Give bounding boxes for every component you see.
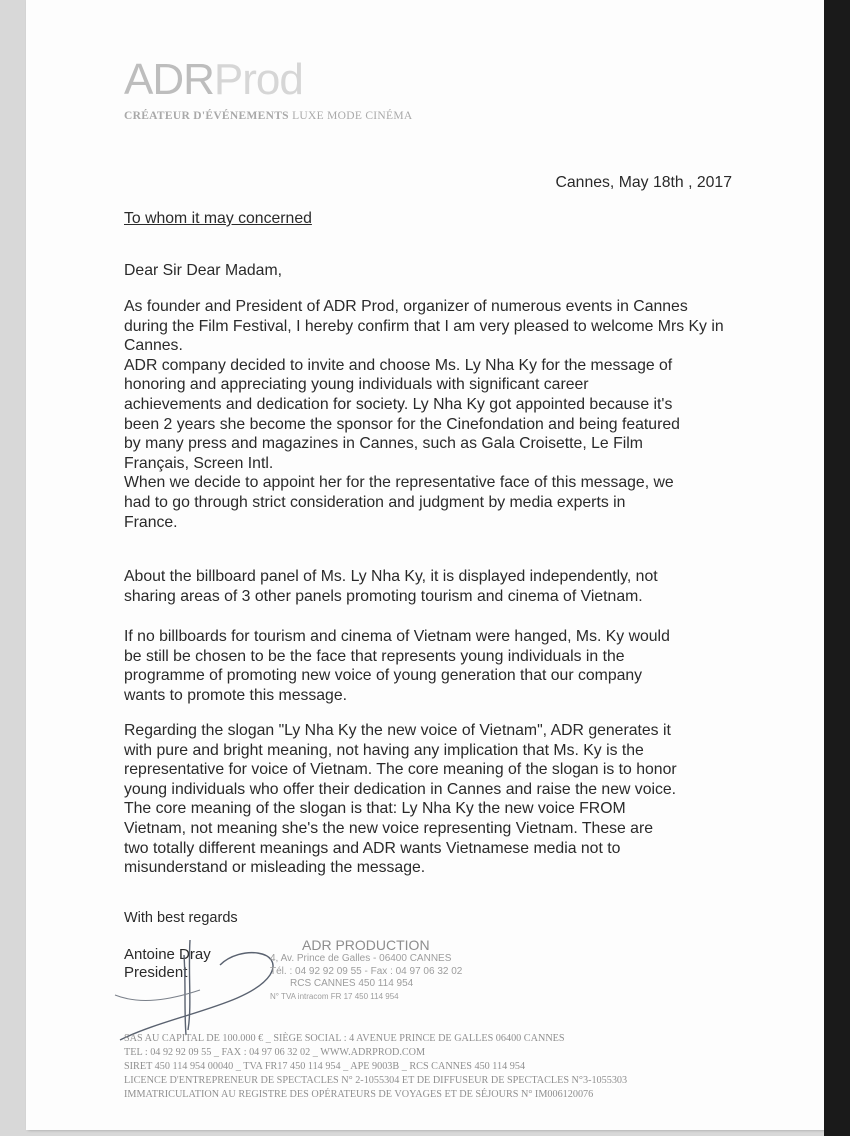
recipient-line: To whom it may concerned [124,210,312,227]
text-line: If no billboards for tourism and cinema of Vietnam were hanged, Ms. Ky would [124,628,670,645]
stamp-line: Tél. : 04 92 92 09 55 - Fax : 04 97 06 32 02 [270,965,463,977]
text-line: been 2 years she become the sponsor for the Cinefondation and being featured [124,415,680,433]
footer-line: IMMATRICULATION AU REGISTRE DES OPÉRATEURS DE VOYAGES ET DE SÉJOURS N° IM006120076 [124,1089,594,1100]
text-line: Cannes. [124,337,183,355]
company-stamp [270,937,462,1003]
text-line: misunderstand or misleading the message. [124,859,426,877]
paragraph [124,567,658,606]
closing: With best regards [124,910,238,926]
text-line: by many press and magazines in Cannes, such as Gala Croisette, Le Film [124,435,643,453]
text-line: honoring and appreciating young individuals with significant career [124,376,589,394]
signer-title: President [124,964,188,981]
text-line: About the billboard panel of Ms. Ly Nha Ky, it is displayed independently, not [124,568,658,585]
footer [124,1032,627,1102]
text-line: young individuals who offer their dedication in Cannes and raise the new voice. [124,780,677,798]
text-line: sharing areas of 3 other panels promoting tourism and cinema of Vietnam. [124,587,643,605]
text-line: representative for voice of Vietnam. The core meaning of the slogan is to honor [124,761,677,779]
stamp-line: RCS CANNES 450 114 954 [290,978,414,989]
footer-line: LICENCE D'ENTREPRENEUR DE SPECTACLES N° 2-1055304 ET DE DIFFUSEUR DE SPECTACLES N°3-1055303 [124,1075,628,1086]
dark-edge [824,0,850,1136]
stamp-line: 4, Av. Prince de Galles - 06400 CANNES [270,953,452,964]
text-line: programme of promoting new voice of young generation that our company [124,667,643,685]
stamp-title: ADR PRODUCTION [302,937,430,953]
paragraph [124,627,670,705]
tagline-bold: CRÉATEUR D'ÉVÉNEMENTS [124,110,289,122]
footer-line: SIRET 450 114 954 00040 _ TVA FR17 450 114 954 _ APE 9003B _ RCS CANNES 450 114 954 [124,1061,526,1072]
text-line: with pure and bright meaning, not having any implication that Ms. Ky is the [124,741,644,759]
text-line: had to go through strict consideration and judgment by media experts in [124,493,626,511]
tagline-light: LUXE MODE CINÉMA [292,110,413,122]
text-line: The core meaning of the slogan is that: Ly Nha Ky the new voice FROM [124,800,626,818]
text-line: two totally different meanings and ADR wants Vietnamese media not to [124,839,621,857]
text-line: ADR company decided to invite and choose Ms. Ly Nha Ky for the message of [124,356,673,374]
text-line: Regarding the slogan "Ly Nha Ky the new voice of Vietnam", ADR generates it [124,722,671,739]
text-line: Français, Screen Intl. [124,454,274,472]
text-line: achievements and dedication for society. Ly Nha Ky got appointed because it's [124,395,673,413]
footer-line: SAS AU CAPITAL DE 100.000 € _ SIÈGE SOCIAL : 4 AVENUE PRINCE DE GALLES 06400 CANNES [124,1033,565,1044]
stamp-line: N° TVA intracom FR 17 450 114 954 [270,991,399,1001]
footer-line: TEL : 04 92 92 09 55 _ FAX : 04 97 06 32 02 _ WWW.ADRPROD.COM [124,1047,426,1058]
tagline [124,110,413,122]
logo-bold: ADR [124,55,214,104]
text-line: France. [124,513,178,531]
signer-name: Antoine Dray [124,946,211,963]
text-line: Vietnam, not meaning she's the new voice representing Vietnam. These are [124,819,654,837]
paragraph [124,721,677,878]
salutation: Dear Sir Dear Madam, [124,262,283,279]
logo-light: Prod [213,55,303,104]
company-logo [124,55,303,104]
text-line: When we decide to appoint her for the representative face of this message, we [124,474,674,492]
text-line: during the Film Festival, I hereby confirm that I am very pleased to welcome Mrs Ky in [124,317,724,335]
text-line: wants to promote this message. [124,686,348,704]
letter-date: Cannes, May 18th , 2017 [555,174,732,191]
text-line: As founder and President of ADR Prod, organizer of numerous events in Cannes [124,298,688,315]
paragraph [124,297,724,532]
text-line: be still be chosen to be the face that represents young individuals in the [124,647,625,665]
